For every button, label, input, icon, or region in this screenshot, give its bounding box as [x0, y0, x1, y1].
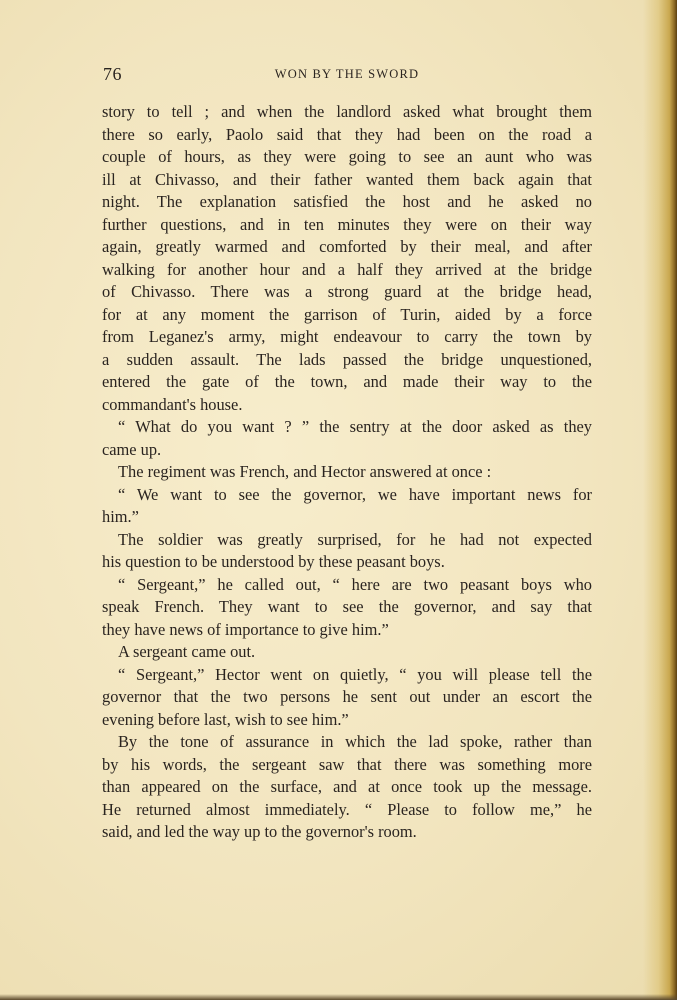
text-line: walking for another hour and a half they arrived at the bridge	[102, 259, 592, 279]
page-number: 76	[103, 64, 122, 84]
text-line: for at any moment the garrison of Turin, aided by a force	[102, 304, 592, 324]
text-line: by his words, the sergeant saw that there was something more	[102, 754, 592, 774]
text-line: “ Sergeant,” he called out, “ here are two peasant boys who	[118, 574, 592, 594]
text-line: commandant's house.	[102, 394, 243, 414]
text-line: a sudden assault. The lads passed the bridge unquestioned,	[102, 349, 592, 369]
text-line: of Chivasso. There was a strong guard at the bridge head,	[102, 282, 592, 301]
text-line: speak French. They want to see the governor, and say that	[102, 597, 592, 616]
text-line: couple of hours, as they were going to see an aunt who was	[102, 147, 592, 166]
text-line: there so early, Paolo said that they had been on the road a	[102, 124, 592, 144]
text-line: The regiment was French, and Hector answered at once :	[118, 462, 492, 481]
text-line: from Leganez's army, might endeavour to carry the town by	[102, 327, 592, 346]
text-line: than appeared on the surface, and at once took up the message.	[102, 777, 592, 796]
text-line: further questions, and in ten minutes they were on their way	[102, 214, 592, 234]
text-line: evening before last, wish to see him.”	[102, 709, 349, 729]
text-line: him.”	[102, 507, 139, 526]
text-line: The soldier was greatly surprised, for he had not expected	[118, 529, 592, 549]
text-line: came up.	[102, 439, 162, 459]
page-bottom-edge	[0, 994, 677, 1000]
text-line: “ What do you want ? ” the sentry at the door asked as they	[118, 417, 592, 436]
text-line: He returned almost immediately. “ Please to follow me,” he	[102, 799, 592, 819]
text-line: said, and led the way up to the governor's room.	[102, 822, 417, 841]
text-line: entered the gate of the town, and made their way to the	[102, 372, 592, 391]
body-text	[102, 101, 592, 844]
text-line: again, greatly warmed and comforted by their meal, and after	[102, 237, 592, 256]
text-line: “ We want to see the governor, we have important news for	[118, 484, 592, 504]
text-line: his question to be understood by these peasant boys.	[102, 552, 445, 571]
page-edge-shadow	[643, 0, 677, 1000]
text-line: “ Sergeant,” Hector went on quietly, “ you will please tell the	[118, 664, 592, 684]
running-head	[103, 64, 591, 88]
text-line: governor that the two persons he sent out under an escort the	[102, 687, 592, 706]
text-line: By the tone of assurance in which the lad spoke, rather than	[118, 732, 592, 751]
running-title: WON BY THE SWORD	[274, 67, 420, 81]
text-line: ill at Chivasso, and their father wanted them back again that	[102, 169, 592, 189]
text-line: night. The explanation satisfied the host and he asked no	[102, 192, 592, 211]
text-line: story to tell ; and when the landlord asked what brought them	[102, 102, 592, 121]
text-line: A sergeant came out.	[118, 642, 256, 661]
text-line: they have news of importance to give him.”	[102, 619, 389, 639]
